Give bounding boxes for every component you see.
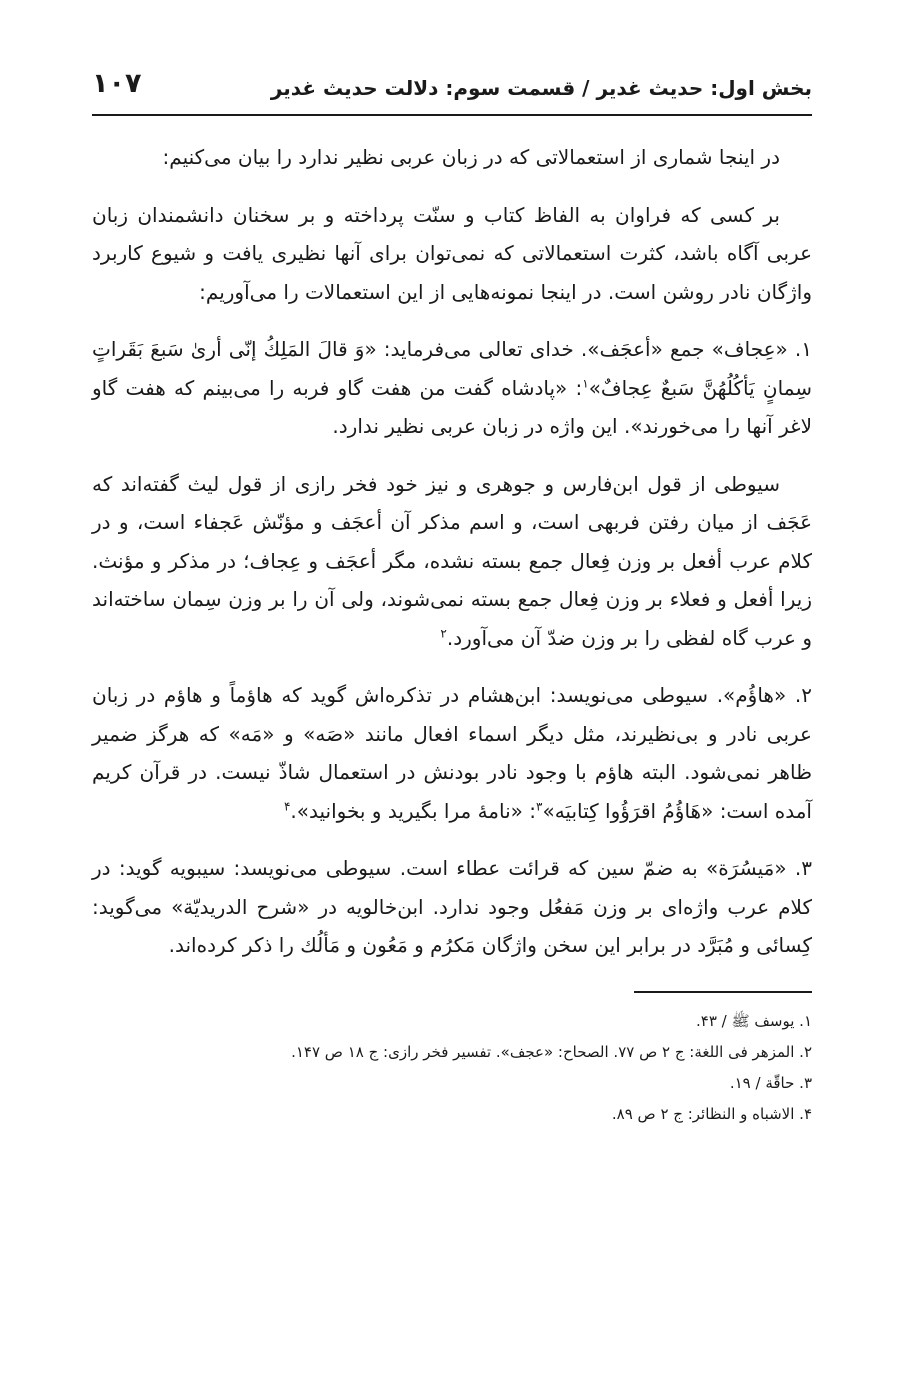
footnote-2: ۲. المزهر فی اللغة: ج ۲ ص ۷۷. الصحاح: «عجف». تفسیر فخر رازی: ج ۱۸ ص ۱۴۷. xyxy=(291,1042,812,1061)
example-1-text-a: ۱. «عِجاف» جمع «أعجَف». خدای تعالی می‌فرماید: «وَ قالَ المَلِكُ إنّی أریٰ سَبعَ بَقَراتٍ سِمانٍ یَأكُلُهُنَّ سَبعٌ عِجافٌ» xyxy=(92,337,813,400)
example-1-paragraph xyxy=(92,330,812,446)
body-text xyxy=(92,138,812,965)
example-3-paragraph: ۳. «مَیسُرَة» به ضمّ سین که قرائت عطاء است. سیوطی می‌نویسد: سیبویه گوید: در کلام عرب واژه‌ای بر وزن مَفعُل وجود ندارد. ابن‌خالویه در «شرح الدریدیّة» می‌گوید: کِسائی و مُبَرَّد در برابر این سخن واژگان مَکرُم و مَعُون و مَألُك را ذکر کرده‌اند. xyxy=(92,856,812,957)
footnote-ref-3[interactable]: ۳ xyxy=(536,798,543,813)
footnote-4: ۴. الاشباه و النظائر: ج ۲ ص ۸۹. xyxy=(611,1104,812,1123)
footnote-ref-2[interactable]: ۲ xyxy=(440,625,447,640)
example-1-text-b: : «پادشاه گفت من هفت گاو فربه را می‌بینم که هفت گاو لاغر آنها را می‌خورند». این واژه در زبان عربی نظیر ندارد. xyxy=(92,375,812,438)
page-number: ۱۰۷ xyxy=(92,68,142,99)
page-header xyxy=(92,62,812,116)
context-paragraph: بر کسی که فراوان به الفاظ کتاب و سنّت پرداخته و بر سخنان دانشمندان زبان عربی آگاه باشد، کثرت استعمالاتی که نمی‌توان برای آنها نظیری یافت و شیوع کاربرد واژگان نادر روشن است. در اینجا نمونه‌هایی از این استعمالات را می‌آوریم: xyxy=(92,202,812,304)
example-2-text-b: : «نامهٔ مرا بگیرید و بخوانید». xyxy=(290,798,537,823)
footnote-ref-4[interactable]: ۴ xyxy=(283,798,291,813)
running-header-title: بخش اول: حدیث غدیر / قسمت سوم: دلالت حدیث غدیر xyxy=(270,76,812,100)
suyuti-text: سیوطی از قول ابن‌فارس و جوهری و نیز خود فخر رازی از قول لیث گفته‌اند که عَجَف از میان رفتن فربهی است، و اسم مذکر آن أعجَف و مؤنّش عَجفاء است، و در کلام عرب أفعل بر وزن فِعال جمع بسته نشده، مگر أعجَف و عِجاف؛ در مذکر و مؤنث. زیرا أفعل و فعلاء بر وزن فِعال جمع بسته نمی‌شوند، ولی آن را بر وزن سِمان ساخته‌اند و عرب گاه لفظی را بر وزن ضدّ آن می‌آورد. xyxy=(92,471,812,650)
example-2-text-a: ۲. «هاؤُم». سیوطی می‌نویسد: ابن‌هشام در تذکره‌اش گوید که هاؤماً و هاؤم در زبان عربی نادر و بی‌نظیرند، مثل دیگر اسماء افعال مانند «صَه» و «مَه» که هرگز ضمیر ظاهر نمی‌شود. البته هاؤم با وجود نادر بودنش در استعمال شاذّ نیست. در قرآن کریم آمده است: «هَاؤُمُ اقرَؤُوا کِتابیَه» xyxy=(92,683,812,823)
example-2-paragraph xyxy=(92,676,812,830)
intro-paragraph: در اینجا شماری از استعمالاتی که در زبان عربی نظیر ندارد را بیان می‌کنیم: xyxy=(162,145,780,169)
footnotes xyxy=(92,1011,812,1124)
footnote-ref-1[interactable]: ۱ xyxy=(582,375,589,390)
footnote-1: ۱. یوسف ﷺ / ۴۳. xyxy=(695,1011,812,1030)
suyuti-paragraph xyxy=(92,465,812,658)
footnote-3: ۳. حاقّة / ۱۹. xyxy=(729,1073,812,1092)
footnote-divider xyxy=(634,991,812,993)
book-page xyxy=(92,62,812,1322)
